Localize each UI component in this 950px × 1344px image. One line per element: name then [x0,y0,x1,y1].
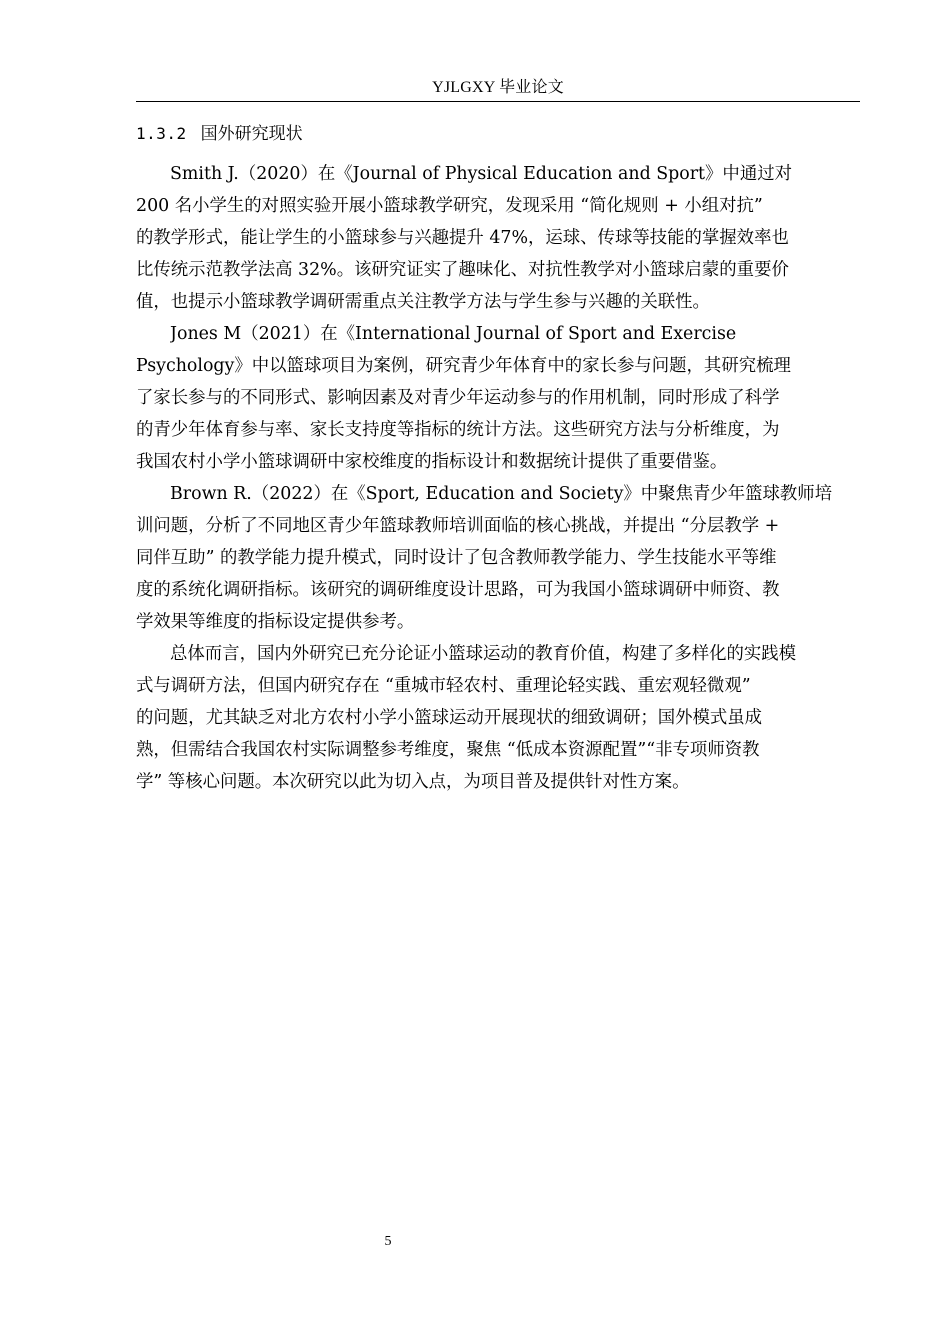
paragraph-1-line-4: 比传统示范教学法高 32%。该研究证实了趣味化、对抗性教学对小篮球启蒙的重要价 [136,260,789,280]
paragraph-3-line-3: 同伴互助” 的教学能力提升模式，同时设计了包含教师教学能力、学生技能水平等维 [136,548,777,568]
paragraph-4-line-4: 熟，但需结合我国农村实际调整参考维度，聚焦 “低成本资源配置”“非专项师资教 [136,740,760,760]
page-header-title: YJLGXY 毕业论文 [432,79,564,96]
paragraph-3-line-1: Brown R.（2022）在《Sport, Education and Society》中聚焦青少年篮球教师培 [170,484,833,504]
paragraph-2-line-4: 的青少年体育参与率、家长支持度等指标的统计方法。这些研究方法与分析维度，为 [136,420,780,440]
section-number: 1.3.2 [136,124,187,143]
section-heading [136,120,860,148]
page-number: 5 [384,1234,392,1249]
paragraph-3-line-4: 度的系统化调研指标。该研究的调研维度设计思路，可为我国小篮球调研中师资、教 [136,580,780,600]
paragraph-4-line-5: 学” 等核心问题。本次研究以此为切入点，为项目普及提供针对性方案。 [136,772,690,792]
paragraph-3-line-2: 训问题，分析了不同地区青少年篮球教师培训面临的核心挑战，并提出 “分层教学 + [136,516,780,536]
paragraph-4-line-2: 式与调研方法，但国内研究存在 “重城市轻农村、重理论轻实践、重宏观轻微观” [136,676,751,696]
paragraph-4-line-3: 的问题，尤其缺乏对北方农村小学小篮球运动开展现状的细致调研；国外模式虽成 [136,708,763,728]
paragraph-1-line-1: Smith J.（2020）在《Journal of Physical Education and Sport》中通过对 [170,164,792,184]
paragraph-1-line-2: 200 名小学生的对照实验开展小篮球教学研究，发现采用 “简化规则 + 小组对抗” [136,196,763,216]
header-divider [136,101,860,102]
paragraph-2-line-2: Psychology》中以篮球项目为案例，研究青少年体育中的家长参与问题，其研究梳理 [136,356,791,376]
paragraph-1-line-3: 的教学形式，能让学生的小篮球参与兴趣提升 47%，运球、传球等技能的掌握效率也 [136,228,789,248]
paragraph-2-line-1: Jones M（2021）在《International Journal of Sport and Exercise [170,324,737,344]
paragraph-2-line-5: 我国农村小学小篮球调研中家校维度的指标设计和数据统计提供了重要借鉴。 [136,452,728,472]
paragraph-3-line-5: 学效果等维度的指标设定提供参考。 [136,612,415,632]
paragraph-4-line-1: 总体而言，国内外研究已充分论证小篮球运动的教育价值，构建了多样化的实践模 [170,644,797,664]
paragraph-1-line-5: 值，也提示小篮球教学调研需重点关注教学方法与学生参与兴趣的关联性。 [136,292,710,312]
section-title: 国外研究现状 [200,124,303,144]
paragraph-2-line-3: 了家长参与的不同形式、影响因素及对青少年运动参与的作用机制，同时形成了科学 [136,388,780,408]
